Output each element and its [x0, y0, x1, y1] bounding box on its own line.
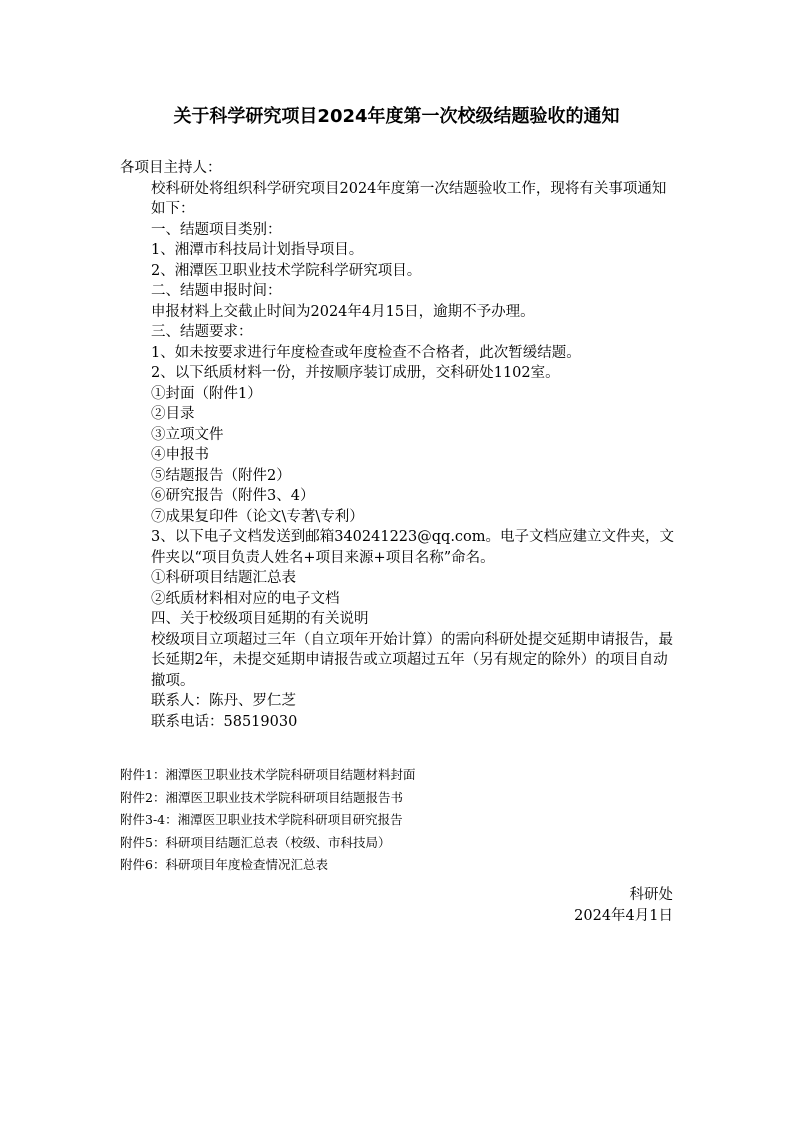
email-requirement-paragraph: 3、以下电子文档发送到邮箱340241223@qq.com。电子文档应建立文件夹，文件夹以“项目负责人姓名+项目来源+项目名称”命名。 — [151, 529, 675, 566]
signature-org: 科研处 — [629, 887, 673, 903]
electronic-item: ①科研项目结题汇总表 — [151, 570, 296, 586]
material-item: ①封面（附件1） — [151, 385, 262, 402]
attachment-list — [120, 764, 680, 877]
material-item: ⑥研究报告（附件3、4） — [151, 488, 315, 504]
contact-person: 联系人：陈丹、罗仁芝 — [151, 693, 296, 709]
document-title: 关于科学研究项目2024年度第一次校级结题验收的通知 — [173, 106, 620, 127]
attachment-item: 附件6：科研项目年度检查情况汇总表 — [120, 857, 328, 872]
section-heading-3: 三、结题要求： — [151, 324, 253, 340]
section-heading-1: 一、结题项目类别： — [151, 221, 282, 238]
notice-body — [120, 158, 680, 732]
electronic-item: ②纸质材料相对应的电子文档 — [151, 590, 340, 607]
material-item: ⑤结题报告（附件2） — [151, 467, 291, 484]
material-item: ②目录 — [151, 406, 195, 422]
material-item: ⑦成果复印件（论文\专著\专利） — [151, 508, 364, 525]
contact-phone: 联系电话：58519030 — [151, 713, 298, 730]
material-item: ④申报书 — [151, 447, 209, 463]
signature-block — [574, 885, 673, 927]
attachment-item: 附件1：湘潭医卫职业技术学院科研项目结题材料封面 — [120, 767, 416, 782]
requirement-item: 2、以下纸质材料一份，并按顺序装订成册，交科研处1102室。 — [151, 365, 560, 381]
attachment-item: 附件5：科研项目结题汇总表（校级、市科技局） — [120, 834, 391, 850]
material-item: ③立项文件 — [151, 426, 224, 443]
attachment-item: 附件2：湘潭医卫职业技术学院科研项目结题报告书 — [120, 789, 403, 805]
extension-paragraph: 校级项目立项超过三年（自立项年开始计算）的需向科研处提交延期申请报告，最长延期2年，未提交延期申请报告或立项超过五年（另有规定的除外）的项目自动撤项。 — [151, 631, 673, 689]
salutation: 各项目主持人： — [120, 160, 222, 176]
deadline-paragraph: 申报材料上交截止时间为2024年4月15日，逾期不予办理。 — [151, 303, 535, 320]
signature-date: 2024年4月1日 — [574, 908, 673, 924]
section-heading-2: 二、结题申报时间： — [151, 283, 282, 299]
project-type-item: 1、湘潭市科技局计划指导项目。 — [151, 242, 364, 258]
section-heading-4: 四、关于校级项目延期的有关说明 — [151, 611, 369, 627]
attachment-item: 附件3-4：湘潭医卫职业技术学院科研项目研究报告 — [120, 812, 403, 827]
requirement-item: 1、如未按要求进行年度检查或年度检查不合格者，此次暂缓结题。 — [151, 344, 581, 361]
intro-paragraph: 校科研处将组织科学研究项目2024年度第一次结题验收工作，现将有关事项通知如下： — [151, 180, 667, 217]
project-type-item: 2、湘潭医卫职业技术学院科学研究项目。 — [151, 262, 422, 279]
